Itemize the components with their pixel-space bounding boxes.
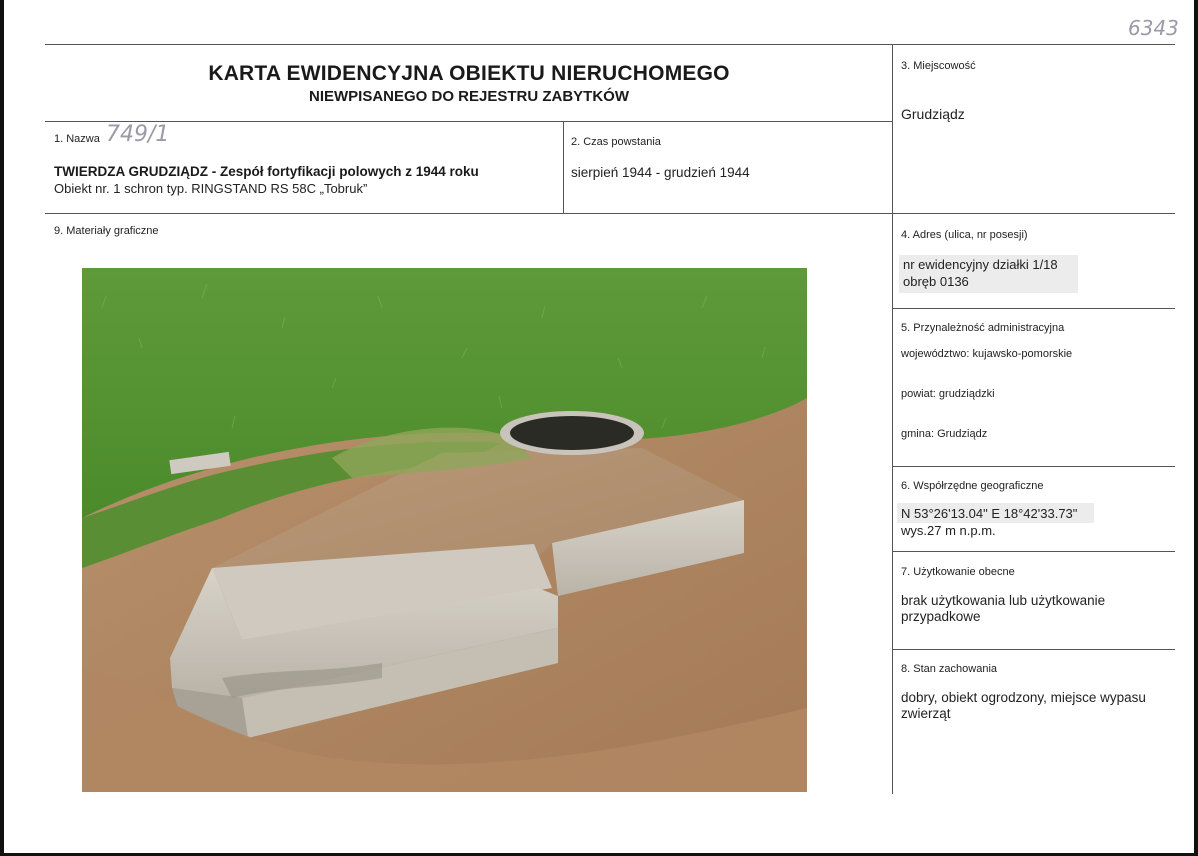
field-admin-label: 5. Przynależność administracyjna	[901, 322, 1065, 334]
field-coords-value: N 53°26'13.04" E 18°42'33.73"	[901, 506, 1078, 521]
field-admin-commune: gmina: Grudziądz	[901, 428, 988, 440]
rule-header-bottom	[45, 121, 893, 122]
rule-address-bottom	[893, 308, 1175, 309]
field-name-label: 1. Nazwa	[54, 133, 100, 145]
field-usage-label: 7. Użytkowanie obecne	[901, 566, 1015, 578]
field-admin-voivodeship: województwo: kujawsko-pomorskie	[901, 348, 1073, 360]
scan-edge-left	[0, 0, 4, 856]
rule-top	[45, 44, 1175, 45]
rule-name-bottom	[45, 213, 1175, 214]
field-date-label: 2. Czas powstania	[571, 136, 661, 148]
object-name: TWIERDZA GRUDZIĄDZ - Zespół fortyfikacji polowych z 1944 roku	[54, 164, 479, 179]
field-address-label: 4. Adres (ulica, nr posesji)	[901, 229, 1028, 241]
field-usage-line1: brak użytkowania lub użytkowanie	[901, 593, 1106, 608]
object-description: Obiekt nr. 1 schron typ. RINGSTAND RS 58C „Tobruk”	[54, 181, 368, 196]
field-condition-label: 8. Stan zachowania	[901, 663, 998, 675]
rule-usage-bottom	[893, 649, 1175, 650]
scan-edge-right	[1194, 0, 1198, 856]
rule-admin-bottom	[893, 466, 1175, 467]
field-address-precinct: obręb 0136	[903, 274, 969, 289]
field-admin-county: powiat: grudziądzki	[901, 388, 995, 400]
rule-right-column	[892, 44, 893, 794]
document-subtitle: NIEWPISANEGO DO REJESTRU ZABYTKÓW	[308, 88, 630, 105]
field-elevation-value: wys.27 m n.p.m.	[901, 523, 996, 538]
corner-inventory-number: 6343	[1128, 16, 1179, 40]
bunker-photograph	[82, 268, 807, 792]
field-coords-label: 6. Współrzędne geograficzne	[901, 480, 1044, 492]
field-condition-line2: zwierząt	[901, 706, 951, 721]
field-graphics-label: 9. Materiały graficzne	[54, 225, 159, 237]
rule-coords-bottom	[893, 551, 1175, 552]
field-usage-line2: przypadkowe	[901, 609, 981, 624]
field-date-value: sierpień 1944 - grudzień 1944	[571, 165, 750, 180]
field-locality-label: 3. Miejscowość	[901, 60, 976, 72]
field-locality-value: Grudziądz	[901, 106, 965, 122]
field-address-parcel: nr ewidencyjny działki 1/18	[903, 257, 1058, 272]
field-condition-line1: dobry, obiekt ogrodzony, miejsce wypasu	[901, 690, 1146, 705]
handwritten-register-number: 749/1	[106, 122, 170, 147]
rule-name-divider	[563, 121, 564, 213]
document-title: KARTA EWIDENCYJNA OBIEKTU NIERUCHOMEGO	[208, 62, 730, 85]
